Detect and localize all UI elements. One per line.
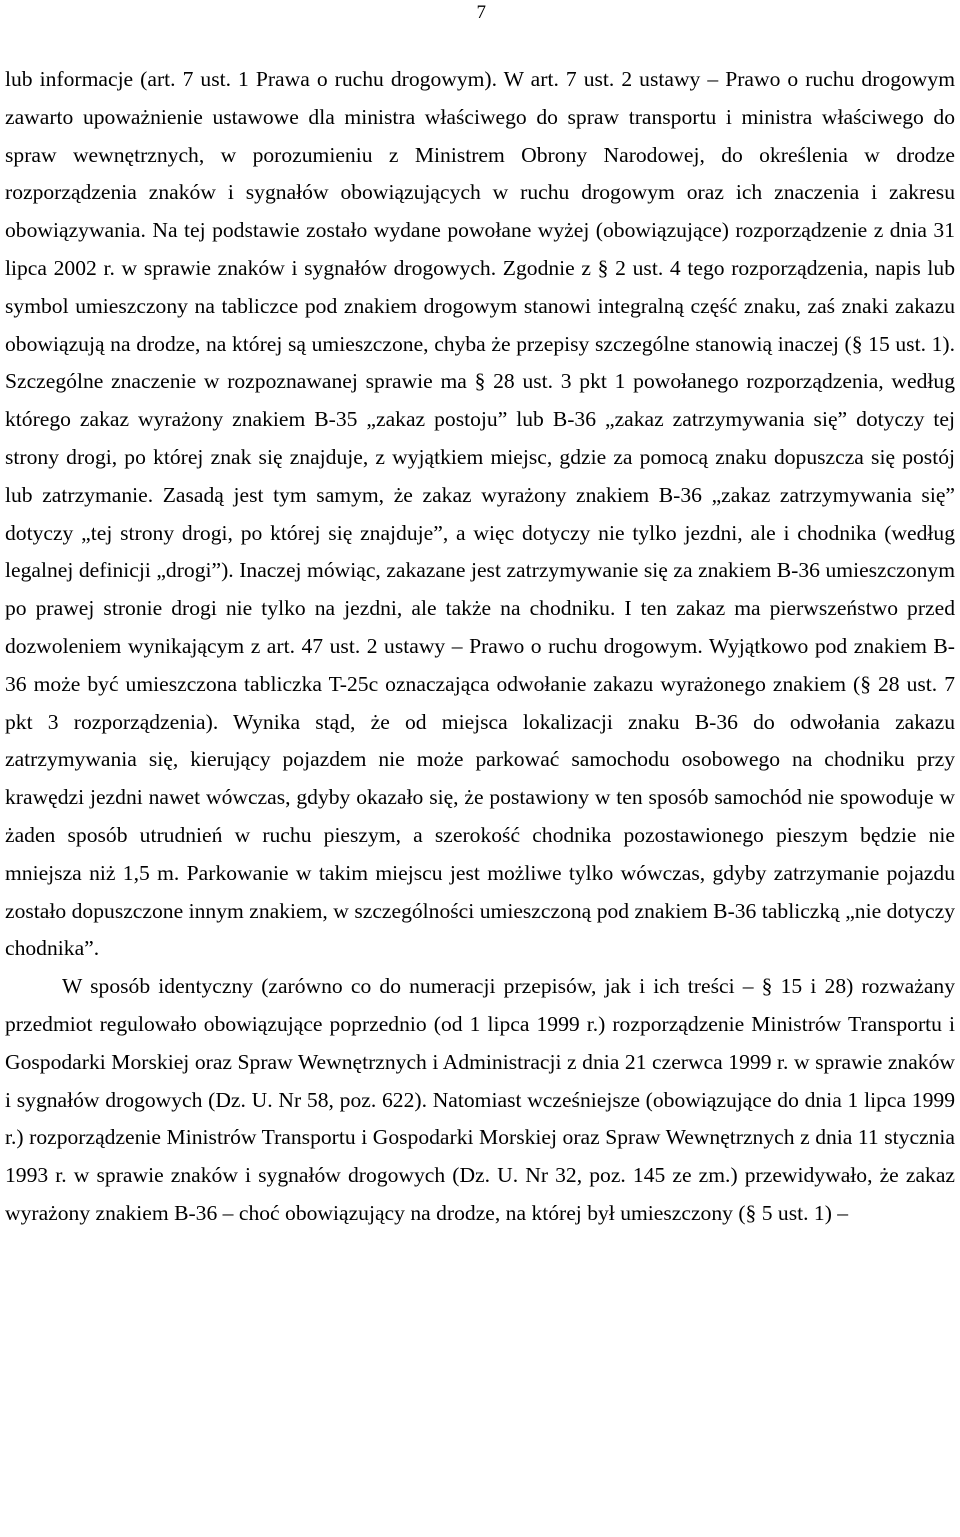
paragraph: lub informacje (art. 7 ust. 1 Prawa o ruchu drogowym). W art. 7 ust. 2 ustawy – Prawo o ruchu drogowym zawarto upoważnienie ustawowe dla ministra właściwego do spraw transportu i ministra właściwego do spraw wewnętrznych, w porozumieniu z Ministrem Obrony Narodowej, do określenia w drodze rozporządzenia znaków i sygnałów obowiązujących w ruchu drogowym oraz ich znaczenia i zakresu obowiązywania. Na tej podstawie zostało wydane powołane wyżej (obowiązujące) rozporządzenie z dnia 31 lipca 2002 r. w sprawie znaków i sygnałów drogowych. Zgodnie z § 2 ust. 4 tego rozporządzenia, napis lub symbol umieszczony na tabliczce pod znakiem drogowym stanowi integralną część znaku, zaś znaki zakazu obowiązują na drodze, na której są umieszczone, chyba że przepisy szczególne stanowią inaczej (§ 15 ust. 1). Szczególne znaczenie w rozpoznawanej sprawie ma § 28 ust. 3 pkt 1 powołanego rozporządzenia, według którego zakaz wyrażony znakiem B-35 „zakaz postoju” lub B-36 „zakaz zatrzymywania się” dotyczy tej strony drogi, po której znak się znajduje, z wyjątkiem miejsc, gdzie za pomocą znaku dopuszcza się postój lub zatrzymanie. Zasadą jest tym samym, że zakaz wyrażony znakiem B-36 „zakaz zatrzymywania się” dotyczy „tej strony drogi, po której się znajduje”, a więc dotyczy nie tylko jezdni, ale i chodnika (według legalnej definicji „drogi”). Inaczej mówiąc, zakazane jest zatrzymywanie się za znakiem B-36 umieszczonym po prawej stronie drogi nie tylko na jezdni, ale także na chodniku. I ten zakaz ma pierwszeństwo przed dozwoleniem wynikającym z art. 47 ust. 2 ustawy – Prawo o ruchu drogowym. Wyjątkowo pod znakiem B-36 może być umieszczona tabliczka T-25c oznaczająca odwołanie zakazu wyrażonego znakiem (§ 28 ust. 7 pkt 3 rozporządzenia). Wynika stąd, że od miejsca lokalizacji znaku B-36 do odwołania zakazu zatrzymywania się, kierujący pojazdem nie może parkować samochodu osobowego na chodniku przy krawędzi jezdni nawet wówczas, gdyby okazało się, że postawiony w ten sposób samochód nie spowoduje w żaden sposób utrudnień w ruchu pieszym, a szerokość chodnika pozostawionego pieszym będzie nie mniejsza niż 1,5 m. Parkowanie w takim miejscu jest możliwe tylko wówczas, gdyby zatrzymanie pojazdu zostało dopuszczone innym znakiem, w szczególności umieszczoną pod znakiem B-36 tabliczką „nie dotyczy chodnika”. bbox=[5, 67, 955, 961]
document-body bbox=[5, 61, 955, 1233]
paragraph: W sposób identyczny (zarówno co do numeracji przepisów, jak i ich treści – § 15 i 28) rozważany przedmiot regulowało obowiązujące poprzednio (od 1 lipca 1999 r.) rozporządzenie Ministrów Transportu i Gospodarki Morskiej oraz Spraw Wewnętrznych i Administracji z dnia 21 czerwca 1999 r. w sprawie znaków i sygnałów drogowych (Dz. U. Nr 58, poz. 622). Natomiast wcześniejsze (obowiązujące do dnia 1 lipca 1999 r.) rozporządzenie Ministrów Transportu i Gospodarki Morskiej oraz Spraw Wewnętrznych z dnia 11 stycznia 1993 r. w sprawie znaków i sygnałów drogowych (Dz. U. Nr 32, poz. 145 ze zm.) przewidywało, że zakaz wyrażony znakiem B-36 – choć obowiązujący na drodze, na której był umieszczony (§ 5 ust. 1) – bbox=[5, 974, 955, 1225]
page-number: 7 bbox=[476, 2, 486, 23]
